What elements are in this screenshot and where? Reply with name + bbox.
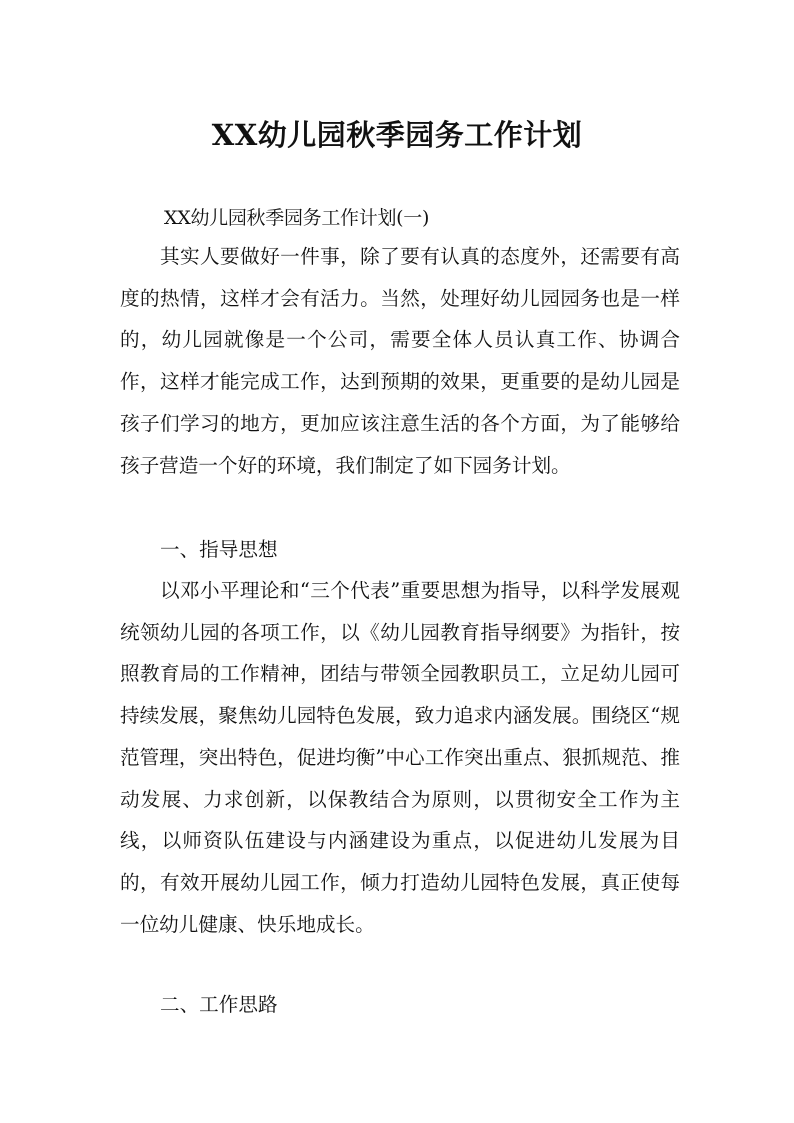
document-subtitle: XX幼儿园秋季园务工作计划(一) — [164, 207, 430, 229]
intro-paragraph: 其实人要做好一件事，除了要有认真的态度外，还需要有高度的热情，这样才会有活力。当然，处理好幼儿园园务也是一样的，幼儿园就像是一个公司，需要全体人员认真工作、协调合作，这样才能完成工作，达到预期的效果，更重要的是幼儿园是孩子们学习的地方，更加应该注意生活的各个方面，为了能够给孩子营造一个好的环境，我们制定了如下园务计划。 — [120, 245, 680, 477]
document-title: XX幼儿园秋季园务工作计划 — [211, 118, 583, 153]
section-heading-guiding-ideology: 一、指导思想 — [160, 538, 278, 561]
section-heading-work-approach: 二、工作思路 — [160, 993, 278, 1016]
guiding-ideology-paragraph: 以邓小平理论和“三个代表”重要思想为指导，以科学发展观统领幼儿园的各项工作，以《幼儿园教育指导纲要》为指针，按照教育局的工作精神，团结与带领全园教职员工，立足幼儿园可持续发展，聚焦幼儿园特色发展，致力追求内涵发展。围绕区“规范管理，突出特色，促进均衡”中心工作突出重点、狠抓规范、推动发展、力求创新，以保教结合为原则，以贯彻安全工作为主线，以师资队伍建设与内涵建设为重点，以促进幼儿发展为目的，有效开展幼儿园工作，倾力打造幼儿园特色发展，真正使每一位幼儿健康、快乐地成长。 — [120, 579, 680, 936]
